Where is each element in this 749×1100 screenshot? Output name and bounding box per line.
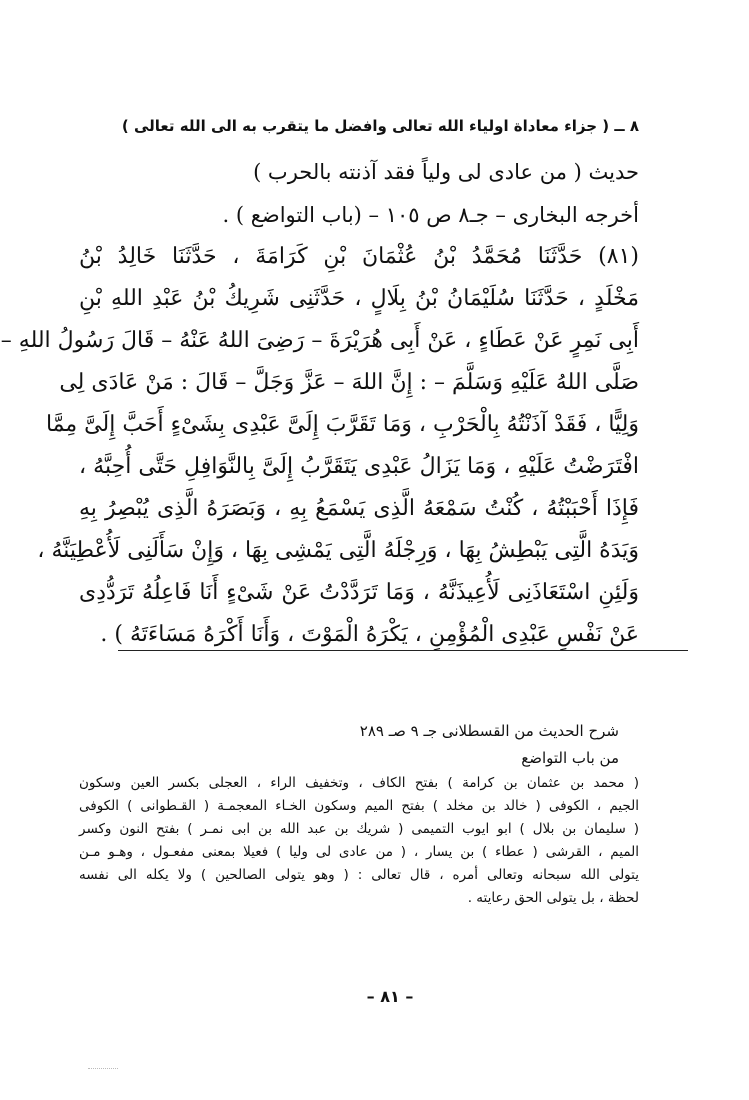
hadith-line: صَلَّى اللهُ عَلَيْهِ وَسَلَّمَ – : إِنَّ اللهَ – عَزَّ وَجَلَّ – قَالَ : مَنْ عَادَى لِى: [59, 370, 639, 395]
hadith-line: أَبِى نَمِرٍ عَنْ عَطَاءٍ ، عَنْ أَبِى هُرَيْرَةَ – رَضِىَ اللهُ عَنْهُ – قَالَ رَسُولُ اللهِ –: [0, 328, 639, 353]
commentary-line: ( سليمان بن بلال ) ابو ايوب التميمى ( شريك بن عبد الله بن ابى نمـر ) بفتح النون وكسر: [79, 821, 639, 837]
commentary-line: يتولى الله سبحانه وتعالى أمره ، قال تعالى : ( وهو يتولى الصالحين ) ولا يكله الى نفسه: [79, 867, 639, 883]
commentary-line: الجيم ، الكوفى ( خالد بن مخلد ) بفتح الميم وسكون الخـاء المعجمـة ( القـطوانى ) الكوفى: [79, 798, 639, 814]
hadith-line: وَلِيًّا ، فَقَدْ آذَنْتُهُ بِالْحَرْبِ ، وَمَا تَقَرَّبَ إِلَىَّ عَبْدِى بِشَىْءٍ أَحَبَّ إِلَىَّ مِمَّا: [45, 412, 639, 437]
commentary-text: [79, 772, 639, 910]
hadith-line: وَلَئِنِ اسْتَعَاذَنِى لَأُعِيذَنَّهُ ، وَمَا تَرَدَّدْتُ عَنْ شَىْءٍ أَنَا فَاعِلُهُ تَرَدُّدِى: [79, 580, 639, 605]
section-divider: [118, 650, 688, 651]
chapter-heading: ٨ ــ ( جزاء معاداة اولياء الله تعالى وافضل ما يتقرب به الى الله تعالى ): [121, 117, 639, 135]
hadith-line: وَيَدَهُ الَّتِى يَبْطِشُ بِهَا ، وَرِجْلَهُ الَّتِى يَمْشِى بِهَا ، وَإِنْ سَأَلَنِى لَأُعْطِيَنَّهُ ،: [37, 538, 639, 563]
hadith-line: مَخْلَدٍ ، حَدَّثَنَا سُلَيْمَانُ بْنُ بِلَالٍ ، حَدَّثَنِى شَرِيكُ بْنُ عَبْدِ اللهِ بْنِ: [79, 286, 639, 311]
scan-speck: [88, 1068, 118, 1072]
commentary-line: ( محمد بن عثمان بن كرامة ) بفتح الكاف ، وتخفيف الراء ، العجلى بكسر العين وسكون: [79, 775, 639, 791]
hadith-line: عَنْ نَفْسِ عَبْدِى الْمُؤْمِنِ ، يَكْرَهُ الْمَوْتَ ، وَأَنَا أَكْرَهُ مَسَاءَتَهُ ) .: [100, 622, 639, 647]
hadith-source: أخرجه البخارى – جـ٨ ص ١٠٥ – (باب التواضع ) .: [222, 203, 639, 227]
commentary-line: لحظة ، بل يتولى الحق رعايته .: [467, 890, 639, 906]
commentary-title: شرح الحديث من القسطلانى جـ ٩ صـ ٢٨٩: [359, 722, 619, 740]
commentary-subtitle: من باب التواضع: [521, 749, 619, 767]
commentary-line: الميم ، القرشى ( عطاء ) بن يسار ، ( من عادى لى وليا ) فعيلا بمعنى مفعـول ، وهـو مـن: [79, 844, 639, 860]
hadith-title: حديث ( من عادى لى ولياً فقد آذنته بالحرب ): [253, 160, 639, 184]
hadith-line: فَإِذَا أَحْبَبْتُهُ ، كُنْتُ سَمْعَهُ الَّذِى يَسْمَعُ بِهِ ، وَبَصَرَهُ الَّذِى يُبْصِرُ بِهِ: [79, 496, 639, 521]
hadith-line: افْتَرَضْتُ عَلَيْهِ ، وَمَا يَزَالُ عَبْدِى يَتَقَرَّبُ إِلَىَّ بِالنَّوَافِلِ حَتَّى أُحِبَّهُ ،: [79, 454, 639, 479]
page-number: – ٨١ –: [366, 987, 414, 1006]
hadith-line: (٨١) حَدَّثَنَا مُحَمَّدُ بْنُ عُثْمَانَ بْنِ كَرَامَةَ ، حَدَّثَنَا خَالِدُ بْنُ: [79, 244, 639, 269]
hadith-text: [0, 236, 639, 656]
